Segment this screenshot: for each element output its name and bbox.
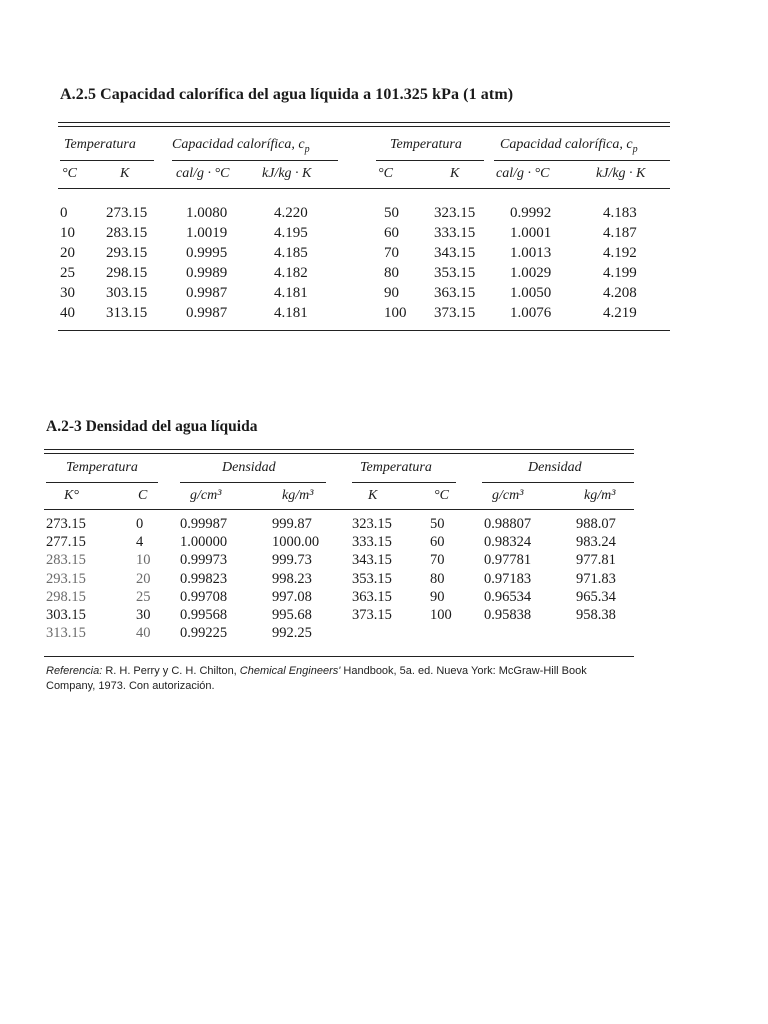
table1-cell: 363.15 — [434, 285, 476, 301]
table1-cell: 90 — [384, 285, 399, 301]
table2-cell: 0.98807 — [484, 516, 532, 532]
table2-cell: 323.15 — [352, 516, 392, 532]
table2-cell: 997.08 — [272, 588, 312, 605]
t2-unit-k-left: K° — [64, 488, 79, 503]
table2-cell: 313.15 — [46, 625, 86, 642]
t2-subrule-4 — [482, 482, 634, 483]
table2-cell: 363.15 — [352, 588, 392, 605]
table2-title: A.2-3 Densidad del agua líquida — [46, 418, 258, 435]
t1-group-cp-right: Capacidad calorífica, $c_p$ — [500, 137, 638, 155]
table2-cell: 30 — [136, 607, 151, 623]
table1-cell: 4.182 — [274, 265, 308, 281]
table1-cell: 343.15 — [434, 245, 476, 261]
t2-group-temp-right: Temperatura — [360, 460, 432, 475]
table2-cell: 283.15 — [46, 552, 86, 569]
t2-group-dens-right: Densidad — [528, 460, 582, 475]
table2-cell: 60 — [430, 534, 445, 551]
table1-cell: 0.9989 — [186, 265, 228, 281]
table1-cell: 4.181 — [274, 285, 308, 301]
t2-unit-c-right: °C — [434, 488, 449, 503]
table1-top-rule-inner — [58, 126, 670, 127]
table2-cell: 25 — [136, 588, 151, 605]
table1-cell: 273.15 — [106, 205, 148, 221]
table1-bottom-rule — [58, 330, 670, 331]
table1-cell: 4.208 — [603, 285, 637, 301]
table2-cell: 0.97781 — [484, 552, 532, 569]
t2-unit-k-right: K — [368, 488, 378, 503]
table2-cell: 977.81 — [576, 552, 616, 569]
table1-cell: 293.15 — [106, 245, 148, 261]
t1-unit-kj-right: kJ/kg · K — [596, 166, 646, 181]
table2-cell: 80 — [430, 570, 445, 587]
table1-cell: 0.9987 — [186, 285, 228, 301]
table1-cell: 100 — [384, 305, 407, 321]
table1-cell: 4.185 — [274, 245, 308, 261]
table2-cell: 373.15 — [352, 607, 392, 623]
table1-cell: 20 — [60, 245, 75, 261]
table1-cell: 4.181 — [274, 305, 308, 321]
table1-cell: 4.199 — [603, 265, 637, 281]
t2-subrule-1 — [46, 482, 158, 483]
table1-cell: 4.195 — [274, 225, 308, 241]
table1-cell: 60 — [384, 225, 399, 241]
table2-cell: 273.15 — [46, 516, 86, 532]
table1-cell: 333.15 — [434, 225, 476, 241]
table2-cell: 10 — [136, 552, 151, 569]
t1-group-cp-left: Capacidad calorífica, $c_p$ — [172, 137, 310, 155]
table2-cell: 0.99225 — [180, 625, 228, 642]
t2-subrule-2 — [180, 482, 326, 483]
table1-cell: 373.15 — [434, 305, 476, 321]
table1-cell: 25 — [60, 265, 75, 281]
table1-header-rule — [58, 188, 670, 189]
reference-book: Chemical Engineers' — [239, 665, 341, 677]
table2-cell: 50 — [430, 516, 445, 532]
t1-unit-cal-right: cal/g · °C — [496, 166, 550, 181]
t1-unit-k-right: K — [450, 166, 460, 181]
table1-cell: 303.15 — [106, 285, 148, 301]
table2-cell: 293.15 — [46, 570, 86, 587]
table2-top-rule — [44, 449, 634, 450]
table2-cell: 343.15 — [352, 552, 392, 569]
table2-cell: 0.97183 — [484, 570, 532, 587]
table2-cell: 40 — [136, 625, 151, 642]
table2-cell: 998.23 — [272, 570, 312, 587]
table2-cell: 303.15 — [46, 607, 86, 623]
table2-reference — [46, 664, 636, 694]
table1-cell: 0.9992 — [510, 205, 552, 221]
table2-cell: 0.99568 — [180, 607, 228, 623]
table2-cell: 20 — [136, 570, 151, 587]
table2-cell: 965.34 — [576, 588, 616, 605]
t1-unit-cal-left: cal/g · °C — [176, 166, 230, 181]
table2-cell: 90 — [430, 588, 445, 605]
table2-cell: 999.87 — [272, 516, 312, 532]
table2-cell: 333.15 — [352, 534, 392, 551]
table1-cell: 30 — [60, 285, 75, 301]
t1-subrule-1 — [60, 160, 154, 161]
t1-unit-kj-left: kJ/kg · K — [262, 166, 312, 181]
table1-cell: 4.187 — [603, 225, 637, 241]
t2-unit-c-left: C — [138, 488, 148, 503]
t1-unit-c-right: °C — [378, 166, 393, 181]
reference-label: Referencia: — [46, 665, 103, 677]
table2-cell: 298.15 — [46, 588, 86, 605]
table1-cell: 1.0050 — [510, 285, 552, 301]
table1-cell: 40 — [60, 305, 75, 321]
reference-rest: Handbook, 5a. ed. Nueva York: McGraw-Hill Book Company, 1973. Con autorización. — [46, 665, 587, 692]
table1-cell: 0.9995 — [186, 245, 228, 261]
table2-cell: 0.99708 — [180, 588, 228, 605]
table1-cell: 283.15 — [106, 225, 148, 241]
t1-subrule-4 — [494, 160, 670, 161]
table2-cell: 0.99973 — [180, 552, 228, 569]
table2-header-rule — [44, 509, 634, 510]
table2-cell: 971.83 — [576, 570, 616, 587]
table2-cell: 0.96534 — [484, 588, 532, 605]
table1-cell: 4.219 — [603, 305, 637, 321]
t1-subrule-2 — [172, 160, 338, 161]
table2-cell: 988.07 — [576, 516, 616, 532]
table1-cell: 70 — [384, 245, 399, 261]
table2-cell: 999.73 — [272, 552, 312, 569]
table2-cell: 0.99823 — [180, 570, 228, 587]
table2-cell: 0.98324 — [484, 534, 532, 551]
table2-cell: 0 — [136, 516, 144, 532]
table2-cell: 100 — [430, 607, 452, 623]
t1-group-temp-right: Temperatura — [390, 137, 462, 152]
table1-cell: 4.220 — [274, 205, 308, 221]
table2-cell: 0.95838 — [484, 607, 532, 623]
table2-cell: 983.24 — [576, 534, 616, 551]
table2-cell: 958.38 — [576, 607, 616, 623]
t2-subrule-3 — [352, 482, 456, 483]
t1-subrule-3 — [376, 160, 484, 161]
table1-cell: 4.192 — [603, 245, 637, 261]
table2-cell: 995.68 — [272, 607, 312, 623]
table2-cell: 4 — [136, 534, 144, 551]
table1-cell: 50 — [384, 205, 399, 221]
table2-cell: 0.99987 — [180, 516, 228, 532]
table2-cell: 1.00000 — [180, 534, 228, 551]
table2-cell: 992.25 — [272, 625, 312, 642]
table1-cell: 1.0029 — [510, 265, 552, 281]
table2-cell: 277.15 — [46, 534, 86, 551]
reference-authors: R. H. Perry y C. H. Chilton, — [102, 665, 240, 677]
table1-cell: 0.9987 — [186, 305, 228, 321]
table1-cell: 4.183 — [603, 205, 637, 221]
table1-cell: 80 — [384, 265, 399, 281]
table1-cell: 1.0013 — [510, 245, 552, 261]
t2-unit-kgm-left: kg/m³ — [282, 488, 314, 503]
table1-cell: 1.0019 — [186, 225, 228, 241]
table2-cell: 1000.00 — [272, 534, 320, 551]
table1-cell: 0 — [60, 205, 68, 221]
table1-cell: 323.15 — [434, 205, 476, 221]
table1-cell: 1.0080 — [186, 205, 228, 221]
t2-group-temp-left: Temperatura — [66, 460, 138, 475]
table1-cell: 10 — [60, 225, 75, 241]
table1-top-rule — [58, 122, 670, 123]
t1-unit-k-left: K — [120, 166, 130, 181]
table1-cell: 313.15 — [106, 305, 148, 321]
table2-cell: 70 — [430, 552, 445, 569]
t1-group-temp-left: Temperatura — [64, 137, 136, 152]
t2-unit-gcm-left: g/cm³ — [190, 488, 222, 503]
table1-cell: 1.0076 — [510, 305, 552, 321]
table2-bottom-rule — [44, 656, 634, 657]
t2-unit-gcm-right: g/cm³ — [492, 488, 524, 503]
table2-cell: 353.15 — [352, 570, 392, 587]
table2-top-rule-inner — [44, 453, 634, 454]
t2-unit-kgm-right: kg/m³ — [584, 488, 616, 503]
table1-title: A.2.5 Capacidad calorífica del agua líquida a 101.325 kPa (1 atm) — [60, 86, 514, 103]
t2-group-dens-left: Densidad — [222, 460, 276, 475]
table1-cell: 353.15 — [434, 265, 476, 281]
table1-cell: 298.15 — [106, 265, 148, 281]
table1-cell: 1.0001 — [510, 225, 552, 241]
t1-unit-c-left: °C — [62, 166, 77, 181]
